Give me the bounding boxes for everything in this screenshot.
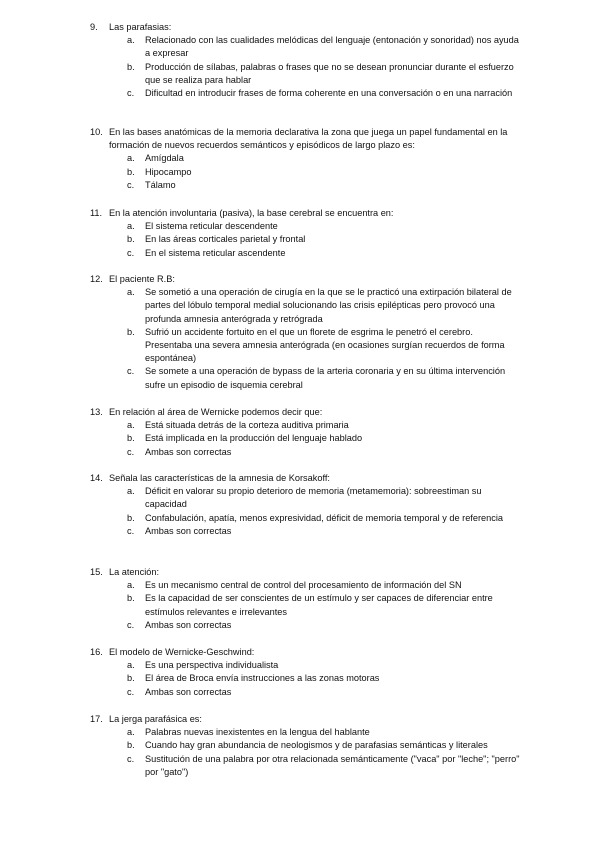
answer-option bbox=[0, 512, 600, 525]
option-letter: b. bbox=[127, 166, 135, 177]
option-letter: c. bbox=[127, 179, 135, 190]
option-letter: b. bbox=[127, 326, 135, 337]
question-stem bbox=[0, 21, 600, 34]
option-letter: c. bbox=[127, 247, 135, 258]
option-text: Ambas son correctas bbox=[145, 446, 232, 457]
answer-option bbox=[0, 659, 600, 672]
question-number: 16. bbox=[90, 647, 103, 657]
answer-options bbox=[0, 286, 600, 392]
answer-option bbox=[0, 672, 600, 685]
question-stem bbox=[0, 273, 600, 286]
option-letter: b. bbox=[127, 234, 135, 245]
answer-options bbox=[0, 659, 600, 699]
answer-option bbox=[0, 592, 600, 618]
answer-option bbox=[0, 485, 600, 511]
question-number: 11. bbox=[90, 208, 103, 218]
answer-option bbox=[0, 579, 600, 592]
answer-option bbox=[0, 432, 600, 445]
option-letter: c. bbox=[127, 525, 135, 536]
option-letter: b. bbox=[127, 512, 135, 523]
answer-option bbox=[0, 179, 600, 192]
question-11 bbox=[0, 207, 600, 260]
option-text: Cuando hay gran abundancia de neologismos y de parafasias semánticas y literales bbox=[145, 740, 488, 751]
option-letter: c. bbox=[127, 686, 135, 697]
option-letter: b. bbox=[127, 433, 135, 444]
option-letter: c. bbox=[127, 88, 135, 99]
answer-option bbox=[0, 525, 600, 538]
question-9 bbox=[0, 21, 600, 100]
option-text: Amígdala bbox=[145, 153, 184, 164]
option-text: Confabulación, apatía, menos expresividad, déficit de memoria temporal y de referencia bbox=[145, 512, 503, 523]
option-text: Ambas son correctas bbox=[145, 686, 232, 697]
option-text: El sistema reticular descendente bbox=[145, 221, 278, 232]
option-letter: b. bbox=[127, 61, 135, 72]
question-text: En relación al área de Wernicke podemos decir que: bbox=[109, 407, 323, 417]
answer-option bbox=[0, 152, 600, 165]
option-text: Producción de sílabas, palabras o frases que no se desean pronunciar durante el esfuerzo que se realiza para hablar bbox=[145, 61, 514, 85]
option-text: Relacionado con las cualidades melódicas del lenguaje (entonación y sonoridad) nos ayuda a expresar bbox=[145, 35, 519, 59]
option-text: Se somete a una operación de bypass de la arteria coronaria y en su última intervención sufre un episodio de isquemia cerebral bbox=[145, 366, 506, 390]
option-text: Es un mecanismo central de control del procesamiento de información del SN bbox=[145, 580, 462, 591]
option-letter: c. bbox=[127, 446, 135, 457]
answer-options bbox=[0, 485, 600, 538]
question-number: 9. bbox=[90, 22, 98, 32]
option-text: Palabras nuevas inexistentes en la lengua del hablante bbox=[145, 727, 370, 738]
question-stem bbox=[0, 126, 600, 152]
question-stem bbox=[0, 646, 600, 659]
answer-options bbox=[0, 726, 600, 779]
option-letter: b. bbox=[127, 673, 135, 684]
question-text: En las bases anatómicas de la memoria declarativa la zona que juega un papel fundamental en la formación de nuevos recuerdos semánticos y episódicos de largo plazo es: bbox=[109, 127, 508, 151]
answer-option bbox=[0, 365, 600, 391]
question-16 bbox=[0, 646, 600, 699]
option-letter: a. bbox=[127, 580, 135, 591]
question-number: 10. bbox=[90, 127, 103, 137]
question-stem bbox=[0, 207, 600, 220]
question-text: El modelo de Wernicke-Geschwind: bbox=[109, 647, 255, 657]
answer-option bbox=[0, 87, 600, 100]
answer-options bbox=[0, 152, 600, 192]
option-letter: a. bbox=[127, 287, 135, 298]
question-15 bbox=[0, 566, 600, 632]
answer-option bbox=[0, 286, 600, 326]
question-text: Señala las características de la amnesia de Korsakoff: bbox=[109, 473, 330, 483]
question-text: El paciente R.B: bbox=[109, 274, 175, 284]
option-text: Ambas son correctas bbox=[145, 619, 232, 630]
question-number: 12. bbox=[90, 274, 103, 284]
question-number: 17. bbox=[90, 714, 103, 724]
question-stem bbox=[0, 566, 600, 579]
option-text: Sufrió un accidente fortuito en el que un florete de esgrima le penetró el cerebro. Presentaba una severa amnesia anterógrada (en ocasiones surgían recuerdos de forma espontánea) bbox=[145, 326, 505, 364]
option-letter: c. bbox=[127, 753, 135, 764]
question-stem bbox=[0, 713, 600, 726]
question-text: Las parafasias: bbox=[109, 22, 172, 32]
option-letter: a. bbox=[127, 221, 135, 232]
answer-option bbox=[0, 233, 600, 246]
answer-option bbox=[0, 753, 600, 779]
answer-option bbox=[0, 166, 600, 179]
answer-option bbox=[0, 619, 600, 632]
option-text: Hipocampo bbox=[145, 166, 192, 177]
option-letter: a. bbox=[127, 727, 135, 738]
option-text: Sustitución de una palabra por otra relacionada semánticamente ("vaca" por "leche"; "perro" por "gato") bbox=[145, 753, 520, 777]
option-text: Dificultad en introducir frases de forma coherente en una conversación o en una narración bbox=[145, 88, 513, 99]
option-text: Déficit en valorar su propio deterioro de memoria (metamemoria): sobreestiman su capacidad bbox=[145, 486, 482, 510]
question-number: 14. bbox=[90, 473, 103, 483]
question-text: En la atención involuntaria (pasiva), la base cerebral se encuentra en: bbox=[109, 208, 394, 218]
option-letter: b. bbox=[127, 593, 135, 604]
question-number: 15. bbox=[90, 567, 103, 577]
question-text: La atención: bbox=[109, 567, 160, 577]
answer-option bbox=[0, 247, 600, 260]
option-letter: a. bbox=[127, 660, 135, 671]
option-letter: a. bbox=[127, 486, 135, 497]
answer-option bbox=[0, 739, 600, 752]
question-stem bbox=[0, 472, 600, 485]
answer-option bbox=[0, 446, 600, 459]
option-letter: c. bbox=[127, 366, 135, 377]
answer-option bbox=[0, 34, 600, 60]
option-letter: a. bbox=[127, 420, 135, 431]
answer-options bbox=[0, 419, 600, 459]
question-10 bbox=[0, 126, 600, 192]
option-letter: a. bbox=[127, 153, 135, 164]
question-17 bbox=[0, 713, 600, 779]
answer-options bbox=[0, 220, 600, 260]
option-text: Tálamo bbox=[145, 179, 176, 190]
answer-option bbox=[0, 726, 600, 739]
option-text: En las áreas corticales parietal y frontal bbox=[145, 234, 306, 245]
question-13 bbox=[0, 406, 600, 459]
question-stem bbox=[0, 406, 600, 419]
option-text: Es una perspectiva individualista bbox=[145, 660, 279, 671]
question-number: 13. bbox=[90, 407, 103, 417]
option-letter: a. bbox=[127, 35, 135, 46]
answer-option bbox=[0, 220, 600, 233]
question-14 bbox=[0, 472, 600, 538]
option-text: Ambas son correctas bbox=[145, 525, 232, 536]
answer-option bbox=[0, 326, 600, 366]
option-letter: c. bbox=[127, 619, 135, 630]
question-12 bbox=[0, 273, 600, 392]
answer-option bbox=[0, 419, 600, 432]
answer-option bbox=[0, 61, 600, 87]
option-text: Está implicada en la producción del lenguaje hablado bbox=[145, 433, 363, 444]
option-letter: b. bbox=[127, 740, 135, 751]
answer-options bbox=[0, 34, 600, 100]
answer-options bbox=[0, 579, 600, 632]
question-text: La jerga parafásica es: bbox=[109, 714, 202, 724]
option-text: Es la capacidad de ser conscientes de un estímulo y ser capaces de diferenciar entre estímulos relevantes e irrelevantes bbox=[145, 593, 493, 617]
option-text: Se sometió a una operación de cirugía en la que se le practicó una extirpación bilateral de partes del lóbulo temporal medial solucionando las crisis epilépticas pero provocó una profunda amnesia anterógrada y retrógrada bbox=[145, 287, 512, 324]
answer-option bbox=[0, 686, 600, 699]
option-text: El área de Broca envía instrucciones a las zonas motoras bbox=[145, 673, 380, 684]
option-text: Está situada detrás de la corteza auditiva primaria bbox=[145, 420, 349, 431]
option-text: En el sistema reticular ascendente bbox=[145, 247, 286, 258]
